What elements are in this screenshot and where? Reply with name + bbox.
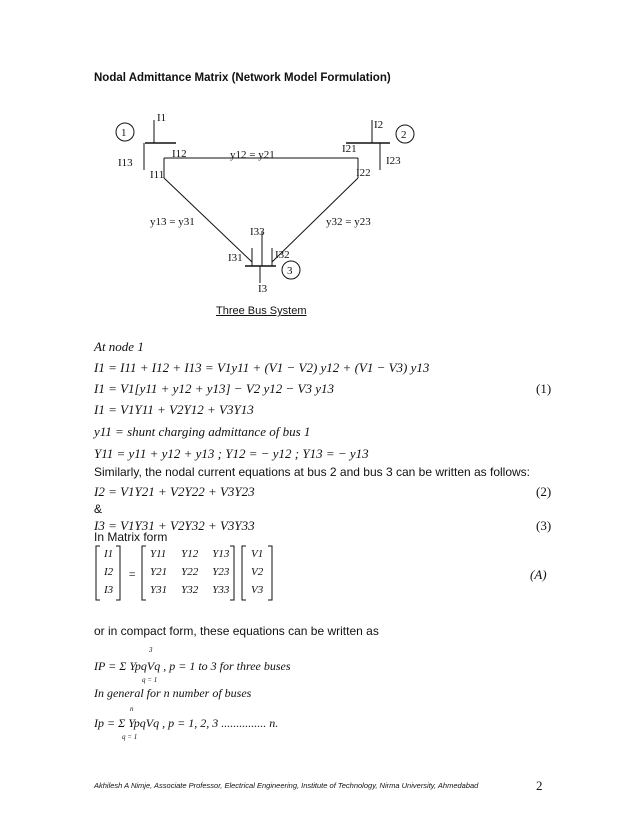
matrix-cell: I1 bbox=[104, 548, 114, 560]
compact-equation: IP = Σ YpqVq , p = 1 to 3 for three buses bbox=[94, 659, 291, 673]
diagram-caption: Three Bus System bbox=[216, 305, 307, 317]
equation-current-sum: I1 = I11 + I12 + I13 = V1y11 + (V1 − V2) y12 + (V1 − V3) y13 bbox=[94, 360, 430, 375]
matrix-cell: V1 bbox=[251, 548, 264, 560]
at-node-text: At node 1 bbox=[94, 339, 144, 354]
label-i22: I22 bbox=[356, 167, 371, 179]
page-number: 2 bbox=[536, 778, 543, 793]
equation-2: I2 = V1Y21 + V2Y22 + V3Y23 bbox=[94, 484, 255, 499]
label-i23: I23 bbox=[386, 155, 401, 167]
ampersand: & bbox=[94, 502, 103, 516]
label-i13: I13 bbox=[118, 157, 133, 169]
sum-lower-1: q = 1 bbox=[142, 676, 158, 684]
node-1-label: 1 bbox=[121, 127, 127, 139]
matrix-cell: Y22 bbox=[181, 566, 199, 578]
matrix-form-text: In Matrix form bbox=[94, 530, 168, 544]
general-text: In general for n number of buses bbox=[94, 686, 252, 700]
sum-upper-1: 3 bbox=[149, 646, 153, 654]
label-i12: I12 bbox=[172, 148, 187, 160]
label-y12: y12 = y21 bbox=[230, 149, 275, 161]
label-y32: y32 = y23 bbox=[326, 216, 371, 228]
equation-1-number: (1) bbox=[536, 381, 552, 396]
matrix-equation-label: (A) bbox=[530, 567, 547, 582]
y-definitions: Y11 = y11 + y12 + y13 ; Y12 = − y12 ; Y13 = − y13 bbox=[94, 446, 369, 461]
page-footer: Akhilesh A Nimje, Associate Professor, Electrical Engineering, Institute of Technology, Nirma University, Ahmedabad bbox=[94, 781, 479, 790]
label-y13: y13 = y31 bbox=[150, 216, 195, 228]
matrix-equals: = bbox=[128, 567, 137, 581]
matrix-lhs bbox=[96, 544, 121, 600]
matrix-cell: Y33 bbox=[212, 584, 230, 596]
matrix-cell: Y13 bbox=[212, 548, 230, 560]
sum-upper-2: n bbox=[130, 705, 134, 713]
equation-3: I3 = V1Y31 + V2Y32 + V3Y33 bbox=[94, 518, 255, 533]
matrix-cell: V3 bbox=[251, 584, 264, 596]
matrix-cell: I3 bbox=[104, 584, 114, 596]
equation-2-number: (2) bbox=[536, 484, 552, 499]
matrix-cell: V2 bbox=[251, 566, 264, 578]
equation-1-y-form: I1 = V1Y11 + V2Y12 + V3Y13 bbox=[94, 402, 254, 417]
node-2-label: 2 bbox=[401, 129, 407, 141]
compact-form-text: or in compact form, these equations can be written as bbox=[94, 624, 379, 638]
similarly-text: Similarly, the nodal current equations at bus 2 and bus 3 can be written as follows: bbox=[94, 465, 531, 479]
matrix-cell: Y11 bbox=[150, 548, 167, 560]
label-i11: I11 bbox=[150, 169, 165, 181]
sum-lower-2: q = 1 bbox=[122, 733, 138, 741]
label-i1: I1 bbox=[157, 112, 167, 124]
matrix-y bbox=[142, 544, 237, 600]
node-3-label: 3 bbox=[287, 265, 293, 277]
label-i21: I21 bbox=[342, 143, 357, 155]
matrix-cell: Y23 bbox=[212, 566, 230, 578]
matrix-cell: I2 bbox=[104, 566, 114, 578]
shunt-definition: y11 = shunt charging admittance of bus 1 bbox=[94, 424, 311, 439]
matrix-rhs bbox=[243, 544, 271, 600]
general-equation: Ip = Σ YpqVq , p = 1, 2, 3 ............... n. bbox=[94, 716, 279, 730]
label-i3: I3 bbox=[258, 283, 268, 295]
label-i33: I33 bbox=[250, 226, 265, 238]
equation-3-number: (3) bbox=[536, 518, 552, 533]
page-title: Nodal Admittance Matrix (Network Model Formulation) bbox=[94, 72, 391, 84]
matrix-cell: Y31 bbox=[150, 584, 168, 596]
label-i31: I31 bbox=[228, 252, 243, 264]
matrix-cell: Y12 bbox=[181, 548, 199, 560]
label-i32: I32 bbox=[275, 249, 290, 261]
equation-1: I1 = V1[y11 + y12 + y13] − V2 y12 − V3 y13 bbox=[94, 381, 335, 396]
label-i2: I2 bbox=[374, 119, 384, 131]
matrix-cell: Y21 bbox=[150, 566, 168, 578]
matrix-cell: Y32 bbox=[181, 584, 199, 596]
three-bus-diagram bbox=[0, 0, 638, 330]
